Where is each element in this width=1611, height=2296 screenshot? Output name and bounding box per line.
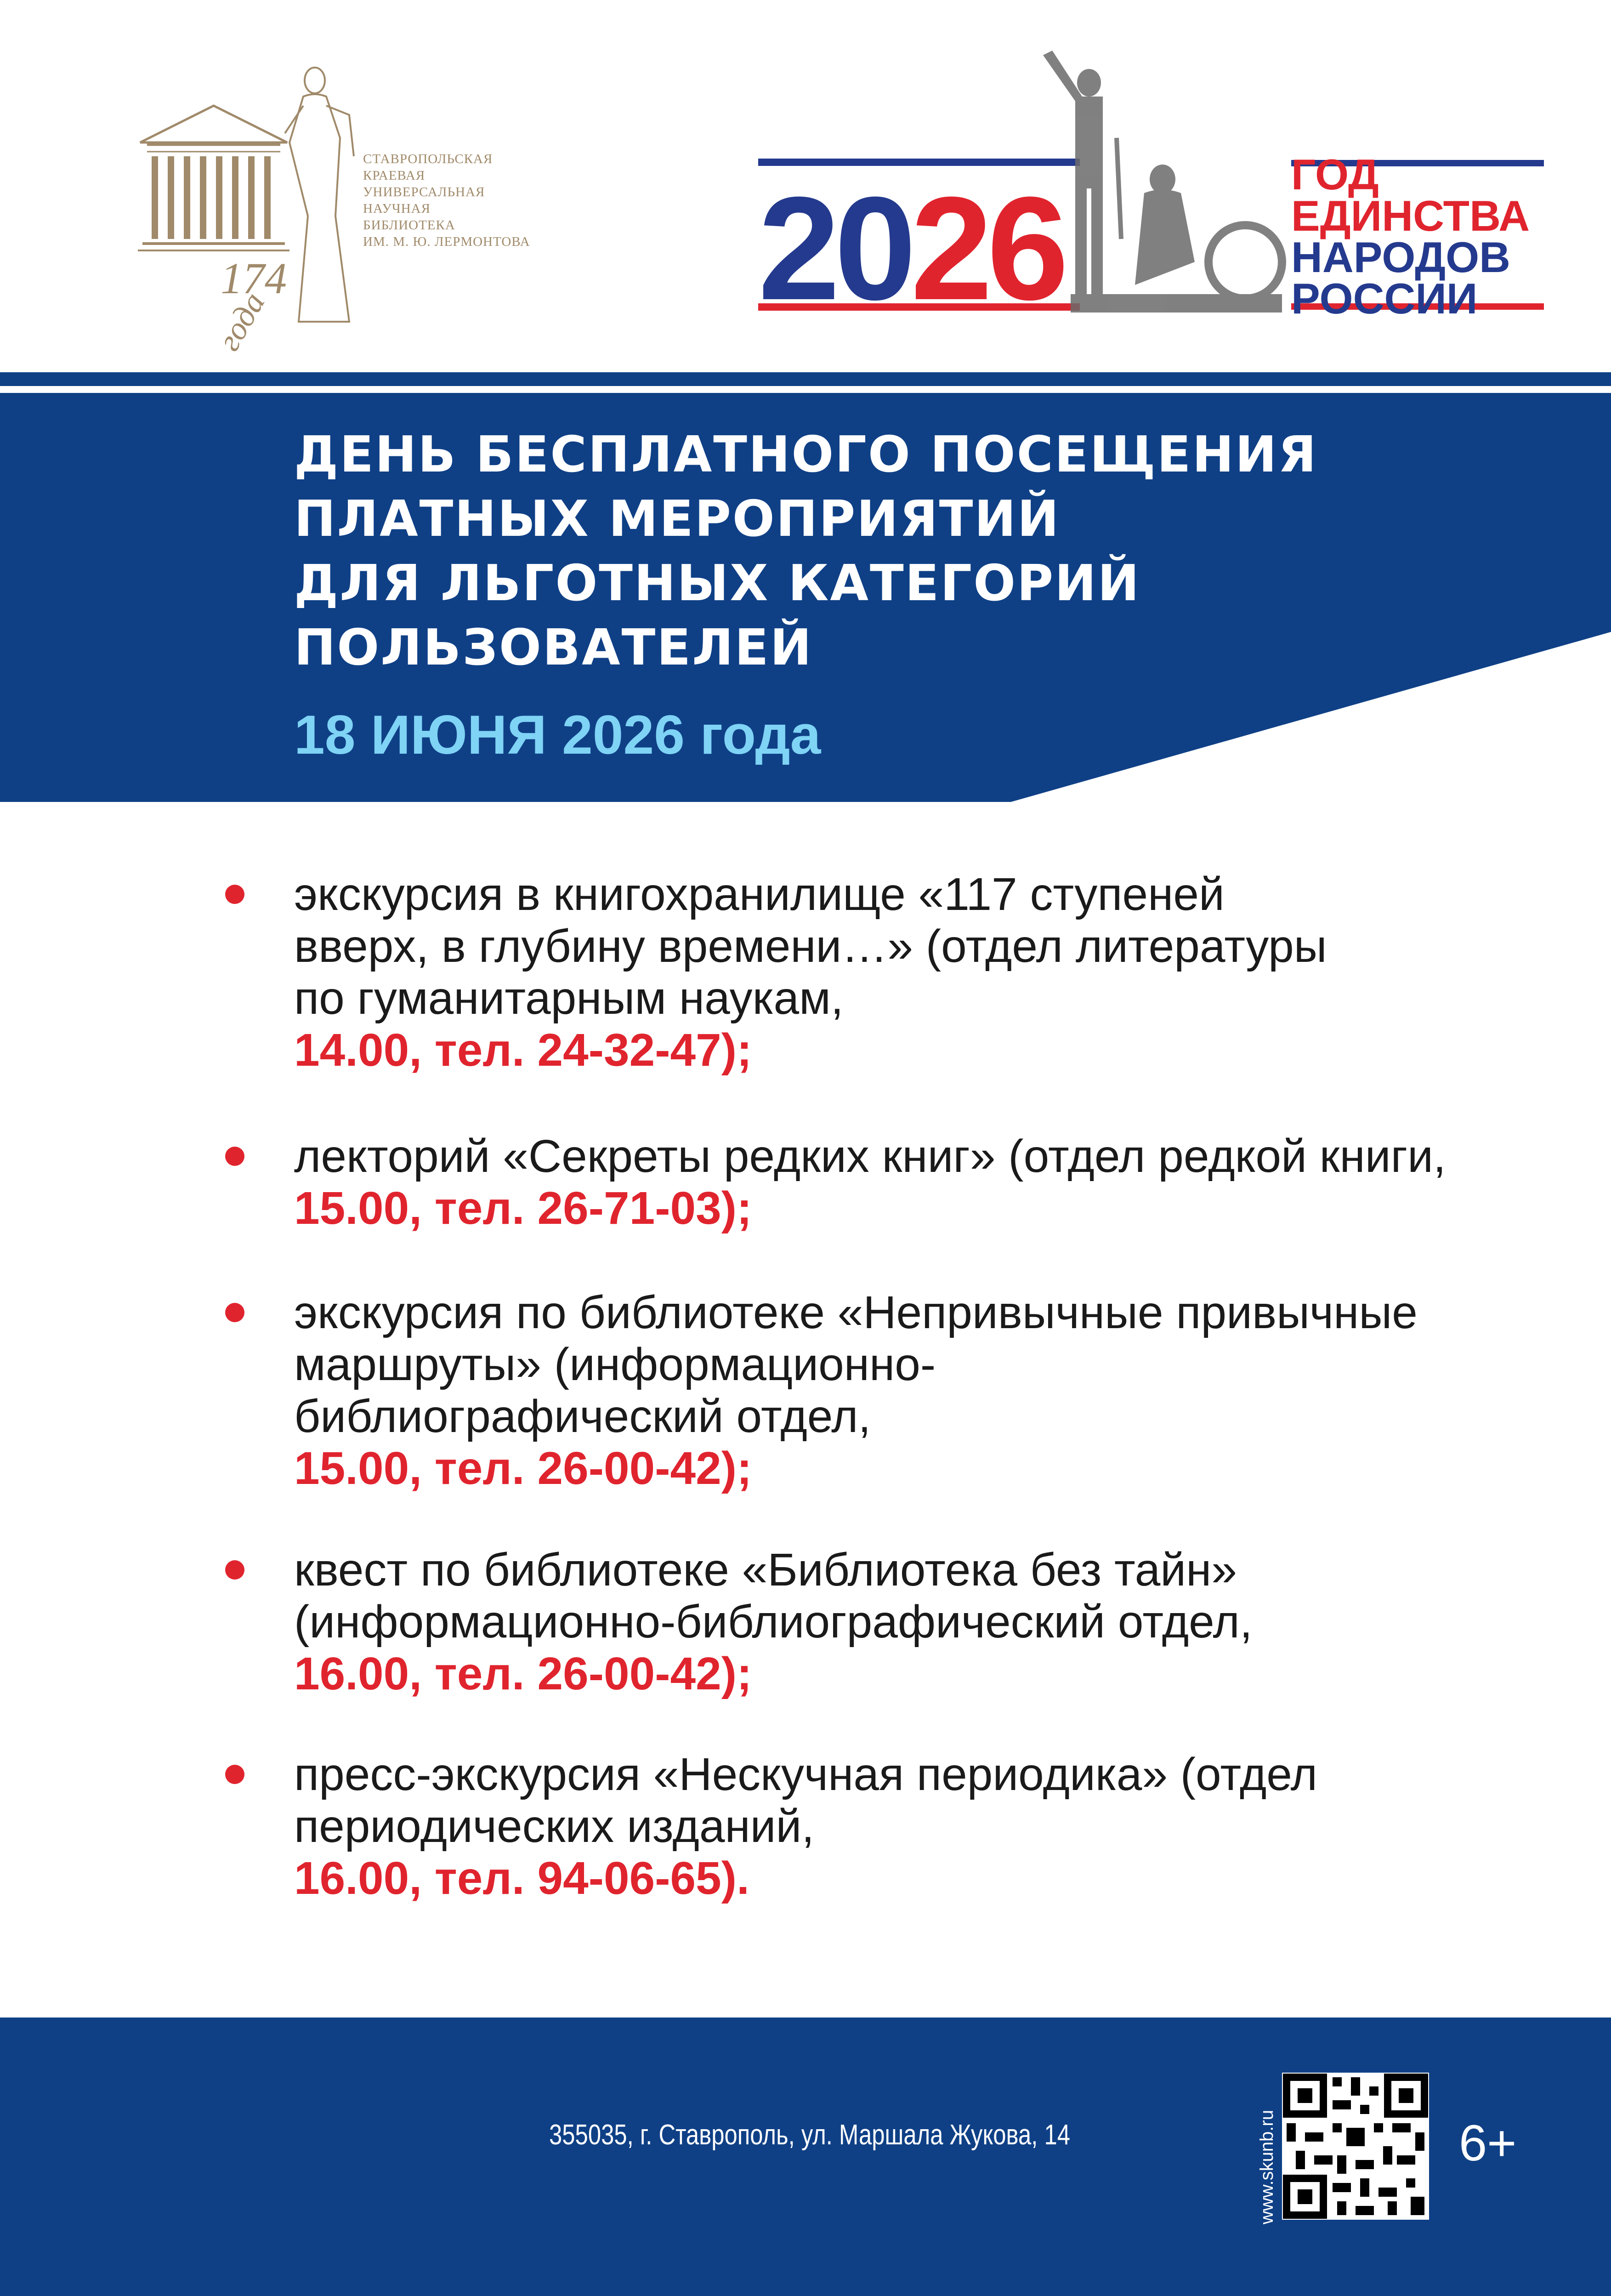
anniversary-word: года: [211, 286, 272, 357]
event-line: экскурсия в книгохранилище «117 ступеней: [294, 869, 1225, 920]
year-part-blue: 20: [758, 166, 911, 330]
title-line: ДЕНЬ БЕСПЛАТНОГО ПОСЕЩЕНИЯ: [294, 426, 1318, 483]
library-name: [363, 151, 685, 250]
event-line: периодических изданий,: [294, 1801, 815, 1852]
event-line: экскурсия по библиотеке «Непривычные привычные: [294, 1287, 1418, 1338]
event-line: библиографический отдел,: [294, 1391, 871, 1442]
year-title-line: ГОД: [1291, 150, 1379, 199]
page-title: [294, 423, 1318, 680]
event-description: [294, 1287, 1418, 1495]
event-time: 16.00, тел. 94-06-65).: [294, 1853, 749, 1904]
event-description: [294, 1749, 1317, 1904]
event-time: 16.00, тел. 26-00-42);: [294, 1648, 752, 1699]
library-name-line: КРАЕВАЯ: [363, 168, 425, 183]
library-name-line: ИМ. М. Ю. ЛЕРМОНТОВА: [363, 234, 530, 249]
title-line: ПОЛЬЗОВАТЕЛЕЙ: [294, 619, 813, 676]
event-description: [294, 1131, 1446, 1234]
qr-code-icon: [1282, 2073, 1429, 2220]
address: 355035, г. Ставрополь, ул. Маршала Жукова, 14: [549, 2119, 1071, 2151]
year-title-line: РОССИИ: [1291, 274, 1478, 323]
year-of-unity-emblem: [758, 46, 1549, 331]
event-line: по гуманитарным наукам,: [294, 972, 844, 1024]
poet-figure-icon: [285, 68, 354, 322]
age-rating-badge: 6+: [1459, 2115, 1517, 2171]
bullet-icon: [225, 885, 244, 904]
library-logo: [133, 64, 547, 358]
bullet-icon: [225, 1303, 244, 1322]
library-name-line: НАУЧНАЯ: [363, 201, 431, 216]
year-number: [758, 166, 1063, 330]
title-line: ДЛЯ ЛЬГОТНЫХ КАТЕГОРИЙ: [294, 555, 1140, 612]
title-line: ПЛАТНЫХ МЕРОПРИЯТИЙ: [294, 490, 1061, 548]
monument-icon: [1043, 51, 1282, 313]
event-date: 18 ИЮНЯ 2026 года: [294, 704, 821, 766]
event-line: пресс-экскурсия «Нескучная периодика» (отдел: [294, 1749, 1317, 1800]
bullet-icon: [225, 1147, 244, 1166]
event-time: 14.00, тел. 24-32-47);: [294, 1024, 752, 1076]
top-stripe: [0, 372, 1611, 386]
site-url: www.skunb.ru: [1257, 2110, 1277, 2224]
anniversary-number: 174: [221, 254, 287, 303]
year-part-red: 26: [910, 166, 1063, 330]
event-line: лекторий «Секреты редких книг» (отдел редкой книги,: [294, 1131, 1446, 1182]
library-name-line: СТАВРОПОЛЬСКАЯ: [363, 152, 493, 166]
event-description: [294, 869, 1327, 1076]
year-title: [1291, 150, 1530, 323]
event-line: (информационно-библиографический отдел,: [294, 1596, 1253, 1648]
event-time: 15.00, тел. 26-71-03);: [294, 1182, 752, 1234]
bullet-icon: [225, 1765, 244, 1784]
library-name-line: УНИВЕРСАЛЬНАЯ: [363, 185, 485, 199]
event-description: [294, 1544, 1253, 1700]
year-title-line: НАРОДОВ: [1291, 233, 1511, 281]
year-title-line: ЕДИНСТВА: [1291, 192, 1530, 240]
event-line: маршруты» (информационно-: [294, 1339, 936, 1390]
event-line: вверх, в глубину времени…» (отдел литературы: [294, 921, 1327, 972]
library-name-line: БИБЛИОТЕКА: [363, 218, 455, 233]
bullet-icon: [225, 1560, 244, 1580]
event-time: 15.00, тел. 26-00-42);: [294, 1443, 752, 1494]
event-line: квест по библиотеке «Библиотека без тайн»: [294, 1544, 1237, 1596]
